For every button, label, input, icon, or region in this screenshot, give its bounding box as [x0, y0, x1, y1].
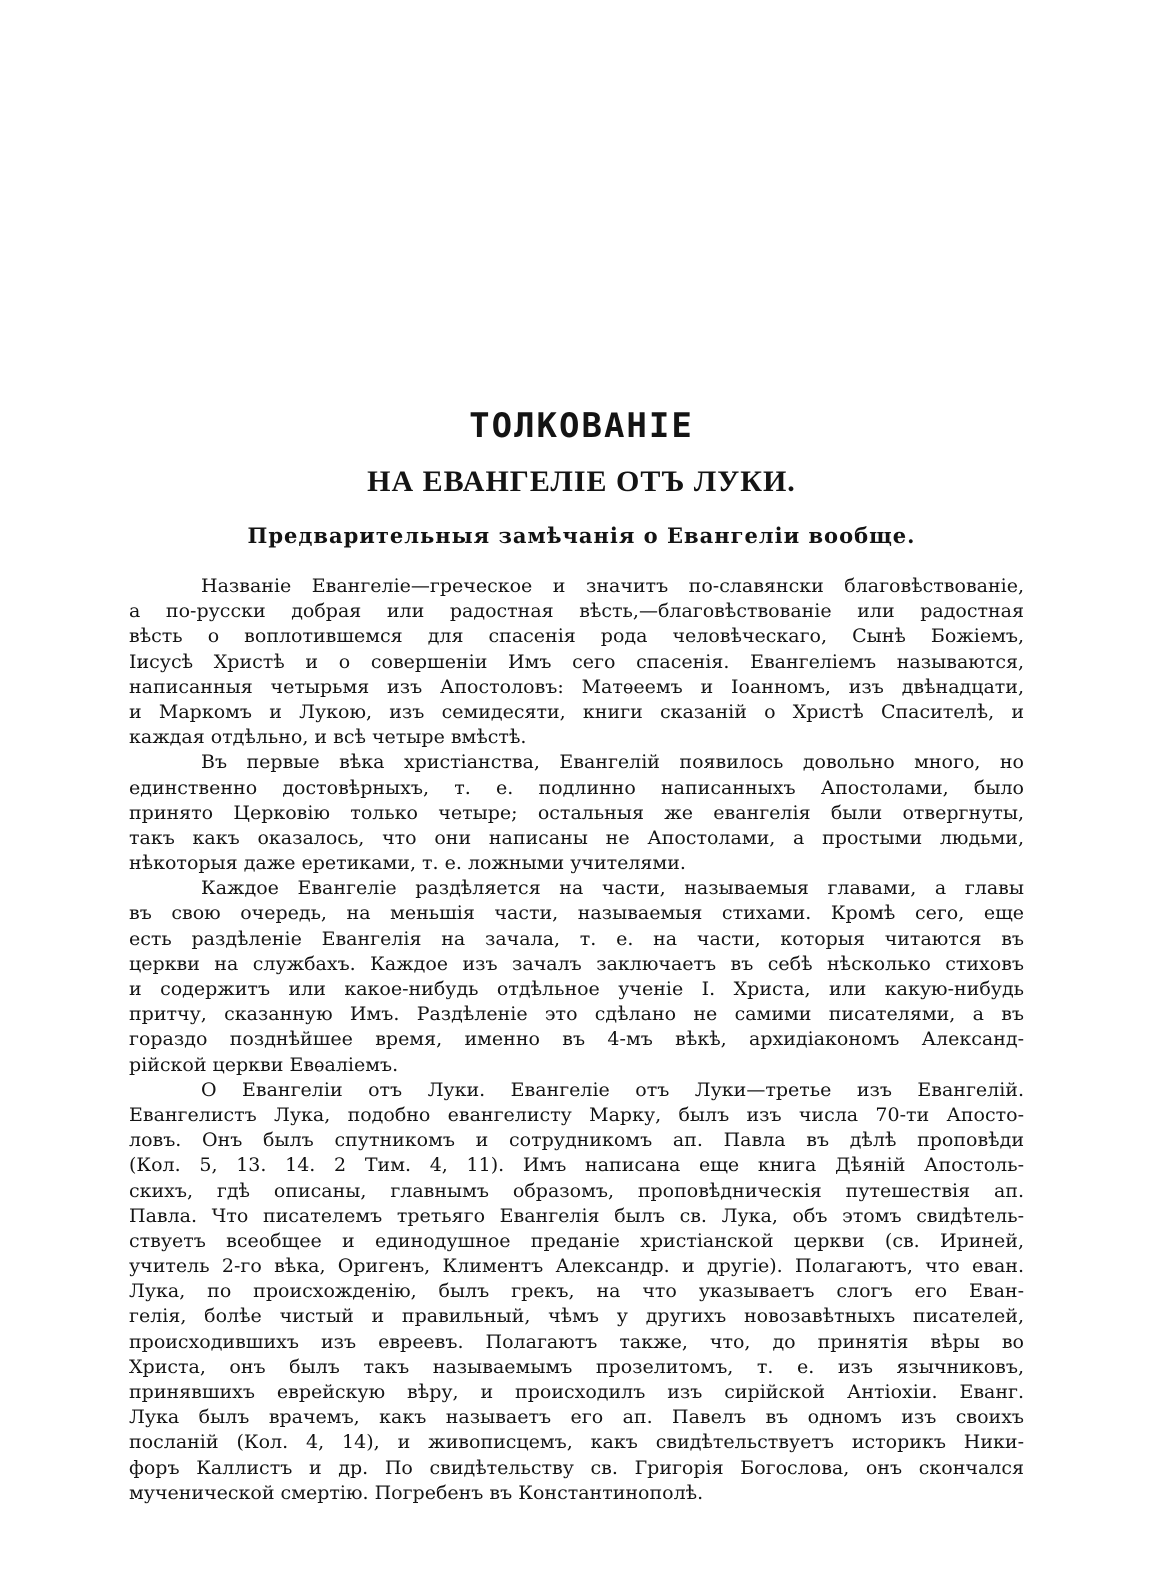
- text-line: такъ какъ оказалось, что они написаны не Апостолами, а простыми людьми,: [129, 826, 1024, 849]
- text-line: и Маркомъ и Лукою, изъ семидесяти, книги сказаній о Христѣ Спасителѣ, и: [129, 700, 1024, 723]
- text-line: и содержитъ или какое-нибудь отдѣльное ученіе І. Христа, или какую-нибудь: [129, 978, 1024, 1000]
- text-line: принято Церковію только четыре; остальныя же евангелія были отвергнуты,: [129, 801, 1024, 824]
- text-line: гораздо позднѣйшее время, именно въ 4-мъ вѣкѣ, архидіакономъ Александ-: [129, 1028, 1024, 1051]
- text-line: есть раздѣленіе Евангелія на зачала, т. е. на части, которыя читаются въ: [129, 927, 1024, 950]
- text-line: посланій (Кол. 4, 14), и живописцемъ, какъ свидѣтельствуетъ историкъ Ники-: [129, 1431, 1024, 1454]
- text-line: форъ Каллистъ и др. По свидѣтельству св. Григорія Богослова, онъ скончался: [129, 1456, 1024, 1479]
- text-line: Лука былъ врачемъ, какъ называетъ его ап. Павелъ въ одномъ изъ своихъ: [129, 1406, 1024, 1429]
- text-line: Христа, онъ былъ такъ называемымъ прозелитомъ, т. е. изъ язычниковъ,: [129, 1355, 1024, 1378]
- text-line: притчу, сказанную Имъ. Раздѣленіе это сдѣлано не самими писателями, а въ: [129, 1003, 1024, 1026]
- document-title: ТОЛКОВАНІЕ: [469, 406, 694, 446]
- text-line: Іисусѣ Христѣ и о совершеніи Имъ сего спасенія. Евангеліемъ называются,: [129, 650, 1024, 673]
- text-line: а по-русски добрая или радостная вѣсть,—благовѣствованіе или радостная: [129, 600, 1024, 623]
- body-text: [129, 574, 1024, 1506]
- text-line: мученической смертію. Погребенъ въ Константинополѣ.: [129, 1481, 704, 1504]
- text-line: церкви на службахъ. Каждое изъ зачалъ заключаетъ въ себѣ нѣсколько стиховъ: [129, 952, 1024, 975]
- text-line: вѣсть о воплотившемся для спасенія рода человѣческаго, Сынѣ Божіемъ,: [129, 625, 1024, 648]
- text-line: Въ первые вѣка христіанства, Евангелій появилось довольно много, но: [201, 751, 1024, 774]
- text-line: гелія, болѣе чистый и правильный, чѣмъ у другихъ новозавѣтныхъ писателей,: [129, 1305, 1024, 1328]
- text-line: рійской церкви Евѳаліемъ.: [129, 1053, 399, 1076]
- text-line: учитель 2-го вѣка, Оригенъ, Климентъ Александр. и другіе). Полагаютъ, что еван.: [129, 1255, 1024, 1278]
- text-line: нѣкоторыя даже еретиками, т. е. ложными учителями.: [129, 852, 686, 875]
- text-line: скихъ, гдѣ описаны, главнымъ образомъ, проповѣдническія путешествія ап.: [129, 1179, 1024, 1202]
- text-line: единственно достовѣрныхъ, т. е. подлинно написанныхъ Апостолами, было: [129, 776, 1024, 799]
- document-subtitle: НА ЕВАНГЕЛІЕ ОТЪ ЛУКИ.: [367, 465, 796, 498]
- text-line: принявшихъ еврейскую вѣру, и происходилъ изъ сирійской Антіохіи. Еванг.: [129, 1381, 1024, 1403]
- text-line: Лука, по происхожденію, былъ грекъ, на что указываетъ слогъ его Еван-: [129, 1280, 1024, 1303]
- text-line: происходившихъ изъ евреевъ. Полагаютъ также, что, до принятія вѣры во: [129, 1330, 1024, 1353]
- text-line: Евангелистъ Лука, подобно евангелисту Марку, былъ изъ числа 70-ти Апосто-: [129, 1103, 1024, 1126]
- text-line: Павла. Что писателемъ третьяго Евангелія былъ св. Лука, объ этомъ свидѣтель-: [129, 1204, 1024, 1227]
- text-line: каждая отдѣльно, и всѣ четыре вмѣстѣ.: [129, 726, 527, 749]
- text-line: Названіе Евангеліе—греческое и значитъ по-славянски благовѣствованіе,: [201, 575, 1024, 597]
- text-line: написанныя четырьмя изъ Апостоловъ: Матѳеемъ и Іоанномъ, изъ двѣнадцати,: [129, 675, 1024, 698]
- text-line: ствуетъ всеобщее и единодушное преданіе христіанской церкви (св. Ириней,: [129, 1229, 1024, 1252]
- text-line: О Евангеліи отъ Луки. Евангеліе отъ Луки—третье изъ Евангелій.: [201, 1078, 1024, 1101]
- text-line: (Кол. 5, 13. 14. 2 Тим. 4, 11). Имъ написана еще книга Дѣяній Апостоль-: [129, 1154, 1024, 1177]
- text-line: Каждое Евангеліе раздѣляется на части, называемыя главами, а главы: [201, 877, 1024, 900]
- text-line: въ свою очередь, на меньшія части, называемыя стихами. Кромѣ сего, еще: [129, 902, 1024, 925]
- section-heading: Предварительныя замѣчанія о Евангеліи вообще.: [247, 523, 916, 548]
- text-line: ловъ. Онъ былъ спутникомъ и сотрудникомъ ап. Павла въ дѣлѣ проповѣди: [129, 1129, 1024, 1152]
